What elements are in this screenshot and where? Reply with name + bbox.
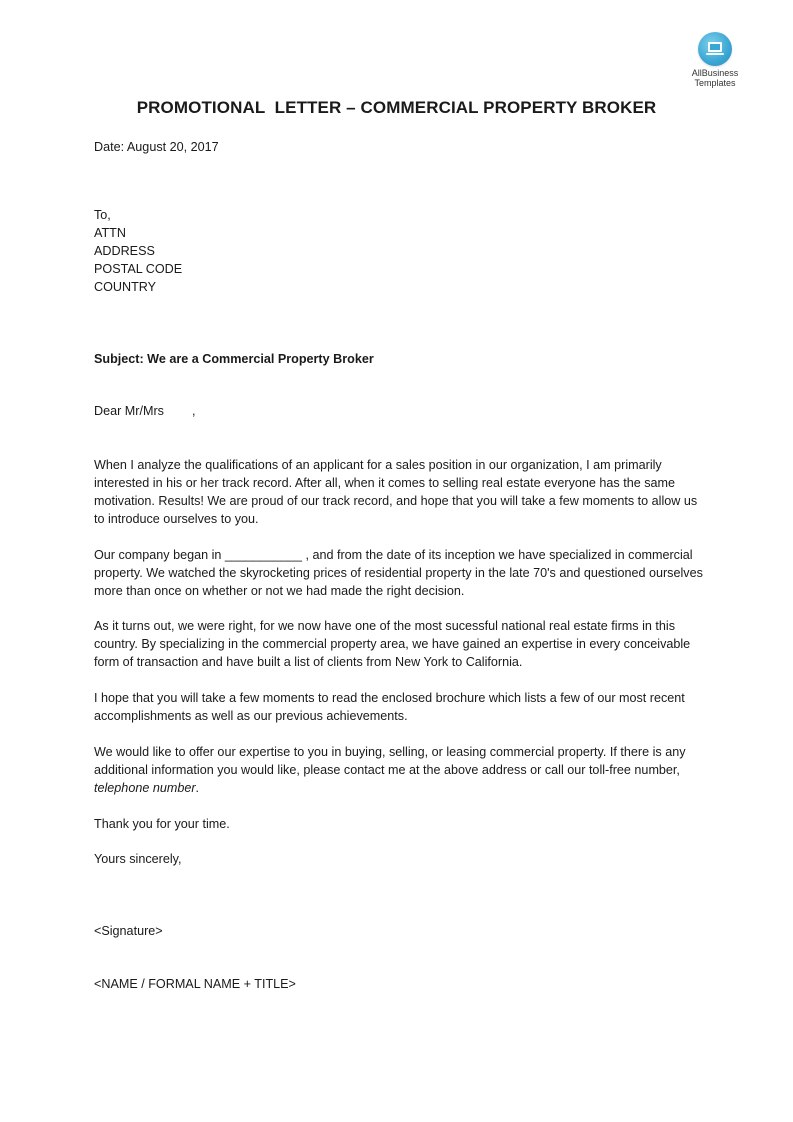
body-paragraph-3: As it turns out, we were right, for we now have one of the most sucessful national real estate firms in this country. By specializing in the commercial property area, we have gained an expertise in every conceivable form of transaction and have built a list of clients from New York to California. (94, 619, 691, 669)
recipient-postal-code: POSTAL CODE (94, 262, 183, 276)
body-paragraph-1: When I analyze the qualifications of an applicant for a sales position in our organization, I am primarily interested in his or her track record. After all, when it comes to selling real estate everyone has the same motivation. Results! We are proud of our track record, and hope that you will take a few moments to allow us to introduce ourselves to you. (94, 458, 698, 526)
telephone-placeholder: telephone number (94, 781, 196, 795)
recipient-attn: ATTN (94, 226, 126, 240)
body-paragraph-4: I hope that you will take a few moments to read the enclosed brochure which lists a few of our most recent accomplishments as well as our previous achievements. (94, 691, 685, 723)
paragraph-5-text: We would like to offer our expertise to you in buying, selling, or leasing commercial property. If there is any additional information you would like, please contact me at the above address or call our toll-free number, (94, 745, 686, 777)
name-title-placeholder: <NAME / FORMAL NAME + TITLE> (94, 977, 296, 991)
recipient-to: To, (94, 208, 111, 222)
logo-text (680, 68, 750, 88)
recipient-country: COUNTRY (94, 280, 157, 294)
thanks-line: Thank you for your time. (94, 817, 230, 831)
body-paragraph-5 (94, 743, 704, 797)
laptop-icon (698, 32, 732, 66)
salutation: Dear Mr/Mrs , (94, 404, 196, 418)
company-logo (680, 32, 750, 88)
recipient-address: ADDRESS (94, 244, 155, 258)
paragraph-5-end: . (195, 781, 200, 795)
logo-line-1: AllBusiness (691, 68, 739, 78)
letter-subject: Subject: We are a Commercial Property Broker (94, 352, 374, 366)
body-paragraph-2: Our company began in ___________ , and from the date of its inception we have specialized in commercial property. We watched the skyrocketing prices of residential property in the late 70's and questioned ourselves more than once on whether or not we had made the right decision. (94, 548, 703, 598)
closing-line: Yours sincerely, (94, 852, 182, 866)
signature-placeholder: <Signature> (94, 924, 163, 938)
logo-line-2: Templates (694, 78, 736, 88)
letter-title: PROMOTIONAL LETTER – COMMERCIAL PROPERTY BROKER (136, 98, 657, 117)
letter-date: Date: August 20, 2017 (94, 140, 219, 154)
